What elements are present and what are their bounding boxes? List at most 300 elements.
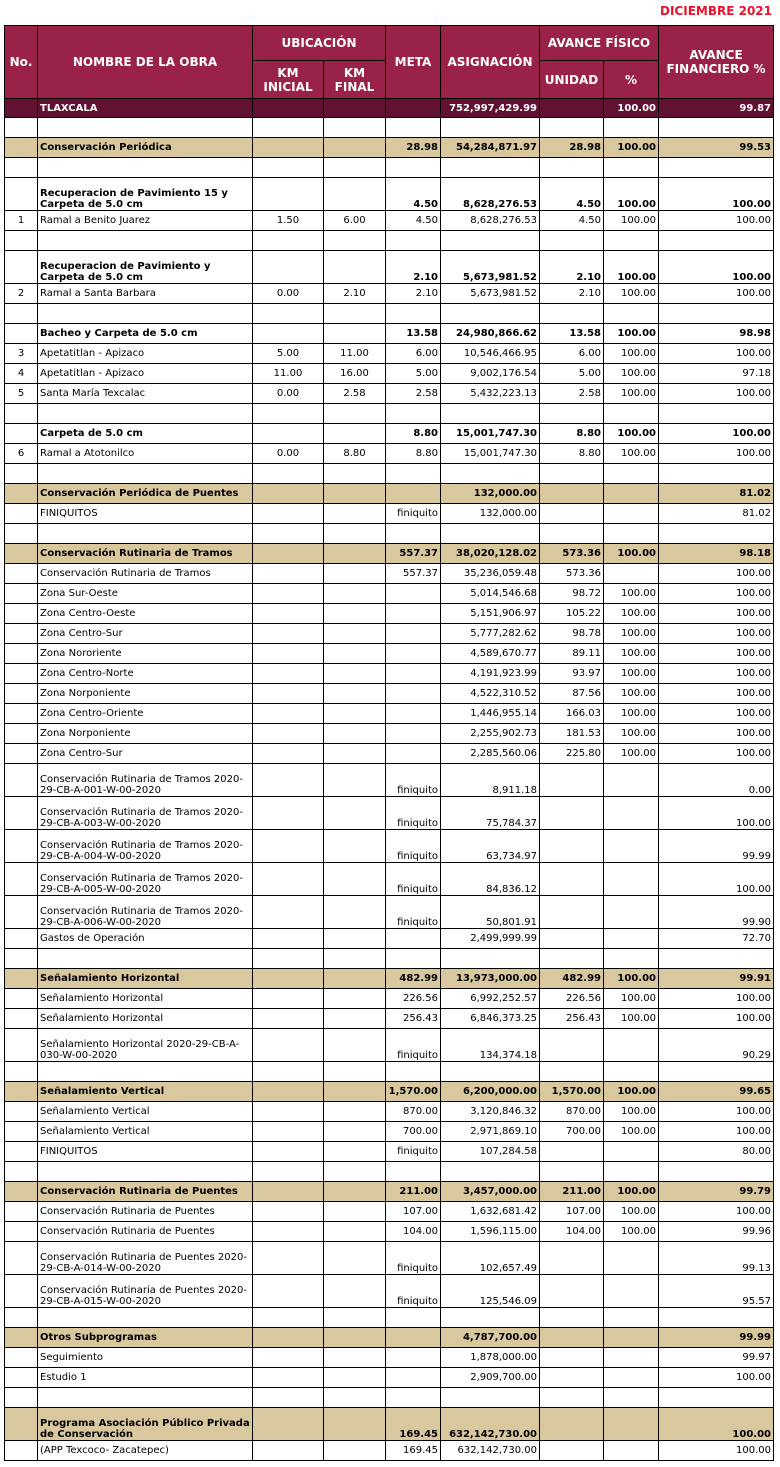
cell-meta xyxy=(386,949,441,969)
cell-meta: 482.99 xyxy=(386,969,441,989)
spacer-row xyxy=(5,158,774,178)
cell-avance-financiero: 99.87 xyxy=(659,99,774,118)
spacer-row xyxy=(5,304,774,324)
table-row xyxy=(5,830,774,863)
cell-asignacion: 5,673,981.52 xyxy=(441,251,540,284)
cell-no xyxy=(5,1308,38,1328)
cell-km-inicial xyxy=(253,644,324,664)
cell-unidad: 6.00 xyxy=(540,344,604,364)
cell-asignacion: 9,002,176.54 xyxy=(441,364,540,384)
cell-meta: 169.45 xyxy=(386,1441,441,1461)
cell-nombre xyxy=(38,949,253,969)
cell-km-final xyxy=(324,896,386,929)
cell-nombre: Bacheo y Carpeta de 5.0 cm xyxy=(38,324,253,344)
cell-no xyxy=(5,1328,38,1348)
section-row xyxy=(5,1182,774,1202)
table-row xyxy=(5,604,774,624)
cell-km-final xyxy=(324,1142,386,1162)
cell-pct xyxy=(604,484,659,504)
cell-meta xyxy=(386,404,441,424)
cell-avance-financiero xyxy=(659,464,774,484)
cell-no xyxy=(5,664,38,684)
cell-no xyxy=(5,1082,38,1102)
cell-unidad xyxy=(540,1275,604,1308)
cell-pct xyxy=(604,1408,659,1441)
cell-asignacion: 632,142,730.00 xyxy=(441,1441,540,1461)
cell-avance-financiero xyxy=(659,949,774,969)
cell-meta xyxy=(386,664,441,684)
cell-asignacion: 125,546.09 xyxy=(441,1275,540,1308)
cell-km-final xyxy=(324,1242,386,1275)
cell-avance-financiero: 80.00 xyxy=(659,1142,774,1162)
report-period: DICIEMBRE 2021 xyxy=(660,4,772,18)
cell-asignacion: 35,236,059.48 xyxy=(441,564,540,584)
cell-no: 4 xyxy=(5,364,38,384)
cell-asignacion: 2,285,560.06 xyxy=(441,744,540,764)
cell-km-inicial xyxy=(253,1222,324,1242)
cell-avance-financiero: 99.53 xyxy=(659,138,774,158)
cell-km-final xyxy=(324,1388,386,1408)
cell-km-final xyxy=(324,830,386,863)
cell-avance-financiero xyxy=(659,404,774,424)
cell-nombre xyxy=(38,304,253,324)
cell-nombre: (APP Texcoco- Zacatepec) xyxy=(38,1441,253,1461)
cell-no xyxy=(5,604,38,624)
cell-no xyxy=(5,99,38,118)
cell-nombre: Conservación Rutinaria de Tramos 2020-29-CB-A-001-W-00-2020 xyxy=(38,764,253,797)
cell-meta xyxy=(386,484,441,504)
table-row xyxy=(5,929,774,949)
cell-km-inicial xyxy=(253,1408,324,1441)
cell-pct: 100.00 xyxy=(604,1222,659,1242)
cell-meta xyxy=(386,1328,441,1348)
cell-asignacion: 10,546,466.95 xyxy=(441,344,540,364)
cell-pct: 100.00 xyxy=(604,684,659,704)
cell-unidad: 2.10 xyxy=(540,251,604,284)
cell-nombre: Señalamiento Horizontal 2020-29-CB-A-030-W-00-2020 xyxy=(38,1029,253,1062)
cell-unidad: 93.97 xyxy=(540,664,604,684)
cell-pct: 100.00 xyxy=(604,544,659,564)
cell-meta: finiquito xyxy=(386,797,441,830)
cell-pct: 100.00 xyxy=(604,704,659,724)
table-row xyxy=(5,251,774,284)
cell-km-inicial xyxy=(253,830,324,863)
cell-avance-financiero xyxy=(659,1162,774,1182)
cell-km-inicial xyxy=(253,1368,324,1388)
cell-km-inicial xyxy=(253,231,324,251)
table-row xyxy=(5,744,774,764)
cell-unidad: 98.78 xyxy=(540,624,604,644)
header-pct: % xyxy=(604,61,659,99)
cell-asignacion xyxy=(441,464,540,484)
cell-km-final xyxy=(324,1368,386,1388)
cell-avance-financiero: 99.91 xyxy=(659,969,774,989)
cell-km-final xyxy=(324,744,386,764)
cell-avance-financiero: 100.00 xyxy=(659,344,774,364)
cell-unidad xyxy=(540,1328,604,1348)
cell-meta xyxy=(386,584,441,604)
cell-meta: 28.98 xyxy=(386,138,441,158)
cell-km-inicial xyxy=(253,704,324,724)
cell-nombre xyxy=(38,1388,253,1408)
cell-nombre: Señalamiento Horizontal xyxy=(38,969,253,989)
cell-pct xyxy=(604,797,659,830)
cell-avance-financiero: 99.97 xyxy=(659,1348,774,1368)
cell-nombre: Otros Subprogramas xyxy=(38,1328,253,1348)
cell-no xyxy=(5,524,38,544)
cell-km-final xyxy=(324,684,386,704)
cell-meta: 2.58 xyxy=(386,384,441,404)
cell-km-inicial xyxy=(253,524,324,544)
cell-meta: 1,570.00 xyxy=(386,1082,441,1102)
cell-unidad: 2.10 xyxy=(540,284,604,304)
cell-pct: 100.00 xyxy=(604,384,659,404)
cell-meta xyxy=(386,231,441,251)
cell-nombre: Zona Centro-Sur xyxy=(38,624,253,644)
cell-unidad: 105.22 xyxy=(540,604,604,624)
cell-asignacion: 84,836.12 xyxy=(441,863,540,896)
table-row xyxy=(5,584,774,604)
cell-no xyxy=(5,1348,38,1368)
cell-no xyxy=(5,231,38,251)
cell-pct xyxy=(604,896,659,929)
cell-meta xyxy=(386,1062,441,1082)
cell-asignacion: 2,909,700.00 xyxy=(441,1368,540,1388)
table-row xyxy=(5,564,774,584)
cell-pct: 100.00 xyxy=(604,969,659,989)
cell-no xyxy=(5,484,38,504)
cell-km-final: 2.58 xyxy=(324,384,386,404)
cell-km-final xyxy=(324,138,386,158)
cell-pct: 100.00 xyxy=(604,584,659,604)
cell-km-final xyxy=(324,1328,386,1348)
cell-no xyxy=(5,744,38,764)
cell-avance-financiero: 100.00 xyxy=(659,584,774,604)
table-row xyxy=(5,664,774,684)
cell-km-final xyxy=(324,644,386,664)
cell-asignacion: 134,374.18 xyxy=(441,1029,540,1062)
cell-unidad: 166.03 xyxy=(540,704,604,724)
cell-unidad: 28.98 xyxy=(540,138,604,158)
cell-km-inicial xyxy=(253,158,324,178)
table-row xyxy=(5,797,774,830)
cell-unidad xyxy=(540,1388,604,1408)
cell-km-inicial xyxy=(253,949,324,969)
cell-unidad: 104.00 xyxy=(540,1222,604,1242)
cell-no xyxy=(5,989,38,1009)
cell-km-inicial: 11.00 xyxy=(253,364,324,384)
cell-avance-financiero: 81.02 xyxy=(659,484,774,504)
cell-nombre: Recuperacion de Pavimiento 15 y Carpeta de 5.0 cm xyxy=(38,178,253,211)
cell-pct: 100.00 xyxy=(604,424,659,444)
cell-nombre xyxy=(38,404,253,424)
table-row xyxy=(5,178,774,211)
cell-km-inicial xyxy=(253,724,324,744)
cell-pct: 100.00 xyxy=(604,724,659,744)
cell-no xyxy=(5,1122,38,1142)
cell-unidad: 4.50 xyxy=(540,211,604,231)
cell-avance-financiero: 99.90 xyxy=(659,896,774,929)
table-row xyxy=(5,284,774,304)
cell-km-inicial xyxy=(253,1009,324,1029)
cell-asignacion: 5,014,546.68 xyxy=(441,584,540,604)
cell-meta: 169.45 xyxy=(386,1408,441,1441)
cell-meta: 8.80 xyxy=(386,444,441,464)
cell-pct xyxy=(604,764,659,797)
cell-km-final xyxy=(324,1202,386,1222)
cell-asignacion xyxy=(441,158,540,178)
cell-pct xyxy=(604,404,659,424)
cell-nombre: Santa María Texcalac xyxy=(38,384,253,404)
cell-nombre: Apetatitlan - Apizaco xyxy=(38,344,253,364)
cell-nombre: Zona Norponiente xyxy=(38,724,253,744)
cell-asignacion: 5,151,906.97 xyxy=(441,604,540,624)
cell-km-final xyxy=(324,1441,386,1461)
cell-avance-financiero: 100.00 xyxy=(659,211,774,231)
cell-no xyxy=(5,1182,38,1202)
cell-asignacion xyxy=(441,1162,540,1182)
cell-nombre xyxy=(38,1308,253,1328)
cell-unidad: 98.72 xyxy=(540,584,604,604)
cell-km-final xyxy=(324,178,386,211)
cell-km-inicial xyxy=(253,1328,324,1348)
cell-unidad xyxy=(540,797,604,830)
cell-km-final xyxy=(324,324,386,344)
cell-asignacion: 8,628,276.53 xyxy=(441,211,540,231)
cell-meta xyxy=(386,1388,441,1408)
cell-avance-financiero: 95.57 xyxy=(659,1275,774,1308)
spacer-row xyxy=(5,118,774,138)
cell-asignacion: 632,142,730.00 xyxy=(441,1408,540,1441)
cell-no xyxy=(5,1222,38,1242)
cell-avance-financiero: 100.00 xyxy=(659,1408,774,1441)
cell-meta xyxy=(386,744,441,764)
table-row xyxy=(5,344,774,364)
cell-km-inicial xyxy=(253,624,324,644)
cell-nombre: Conservación Rutinaria de Puentes 2020-29-CB-A-015-W-00-2020 xyxy=(38,1275,253,1308)
cell-km-final xyxy=(324,1029,386,1062)
cell-km-inicial xyxy=(253,764,324,797)
cell-unidad xyxy=(540,1029,604,1062)
cell-meta xyxy=(386,464,441,484)
header-ubicacion: UBICACIÓN xyxy=(253,26,386,61)
cell-nombre: Recuperacion de Pavimiento y Carpeta de 5.0 cm xyxy=(38,251,253,284)
cell-km-final xyxy=(324,1062,386,1082)
cell-unidad: 8.80 xyxy=(540,444,604,464)
cell-km-final xyxy=(324,1408,386,1441)
cell-meta xyxy=(386,624,441,644)
cell-unidad xyxy=(540,404,604,424)
cell-km-inicial xyxy=(253,178,324,211)
header-nombre: NOMBRE DE LA OBRA xyxy=(38,26,253,99)
cell-no: 6 xyxy=(5,444,38,464)
cell-pct xyxy=(604,564,659,584)
cell-nombre: Apetatitlan - Apizaco xyxy=(38,364,253,384)
cell-km-final xyxy=(324,424,386,444)
cell-km-inicial xyxy=(253,989,324,1009)
cell-km-final xyxy=(324,764,386,797)
cell-pct: 100.00 xyxy=(604,1102,659,1122)
cell-pct: 100.00 xyxy=(604,664,659,684)
cell-avance-financiero: 100.00 xyxy=(659,644,774,664)
cell-avance-financiero: 100.00 xyxy=(659,684,774,704)
cell-pct: 100.00 xyxy=(604,99,659,118)
cell-asignacion xyxy=(441,404,540,424)
cell-meta: finiquito xyxy=(386,1142,441,1162)
cell-avance-financiero: 100.00 xyxy=(659,178,774,211)
cell-avance-financiero: 99.65 xyxy=(659,1082,774,1102)
table-row xyxy=(5,1009,774,1029)
cell-pct xyxy=(604,830,659,863)
cell-nombre: Zona Norponiente xyxy=(38,684,253,704)
cell-no xyxy=(5,138,38,158)
cell-no xyxy=(5,1368,38,1388)
cell-nombre: Ramal a Atotonilco xyxy=(38,444,253,464)
cell-nombre xyxy=(38,524,253,544)
table-row xyxy=(5,211,774,231)
cell-asignacion: 2,971,869.10 xyxy=(441,1122,540,1142)
cell-no xyxy=(5,544,38,564)
cell-no xyxy=(5,724,38,744)
table-row xyxy=(5,704,774,724)
cell-km-final xyxy=(324,1222,386,1242)
cell-pct xyxy=(604,304,659,324)
cell-km-inicial xyxy=(253,1142,324,1162)
cell-km-inicial xyxy=(253,1062,324,1082)
cell-asignacion: 5,673,981.52 xyxy=(441,284,540,304)
cell-km-inicial xyxy=(253,744,324,764)
cell-asignacion: 50,801.91 xyxy=(441,896,540,929)
cell-km-inicial xyxy=(253,564,324,584)
cell-pct xyxy=(604,1029,659,1062)
section-row xyxy=(5,484,774,504)
table-row xyxy=(5,624,774,644)
cell-nombre: Conservación Rutinaria de Tramos xyxy=(38,544,253,564)
cell-km-final xyxy=(324,1009,386,1029)
cell-km-inicial xyxy=(253,863,324,896)
cell-asignacion: 4,589,670.77 xyxy=(441,644,540,664)
cell-nombre: Seguimiento xyxy=(38,1348,253,1368)
cell-asignacion: 6,846,373.25 xyxy=(441,1009,540,1029)
table-row xyxy=(5,1102,774,1122)
cell-no xyxy=(5,684,38,704)
cell-km-inicial xyxy=(253,424,324,444)
cell-avance-financiero: 100.00 xyxy=(659,384,774,404)
cell-avance-financiero xyxy=(659,1388,774,1408)
cell-avance-financiero: 97.18 xyxy=(659,364,774,384)
cell-km-final: 16.00 xyxy=(324,364,386,384)
cell-nombre: Zona Centro-Sur xyxy=(38,744,253,764)
cell-avance-financiero: 100.00 xyxy=(659,1441,774,1461)
cell-pct: 100.00 xyxy=(604,284,659,304)
cell-avance-financiero: 100.00 xyxy=(659,284,774,304)
cell-unidad: 226.56 xyxy=(540,989,604,1009)
cell-no xyxy=(5,1275,38,1308)
cell-no xyxy=(5,404,38,424)
cell-meta: finiquito xyxy=(386,504,441,524)
cell-km-final xyxy=(324,1348,386,1368)
cell-nombre: Conservación Rutinaria de Tramos 2020-29-CB-A-003-W-00-2020 xyxy=(38,797,253,830)
cell-no: 2 xyxy=(5,284,38,304)
cell-pct: 100.00 xyxy=(604,624,659,644)
cell-unidad xyxy=(540,99,604,118)
cell-nombre: Conservación Rutinaria de Puentes xyxy=(38,1182,253,1202)
cell-meta: 226.56 xyxy=(386,989,441,1009)
cell-unidad xyxy=(540,484,604,504)
cell-unidad: 8.80 xyxy=(540,424,604,444)
cell-asignacion: 8,911.18 xyxy=(441,764,540,797)
table-row xyxy=(5,896,774,929)
cell-nombre: FINIQUITOS xyxy=(38,504,253,524)
cell-meta: 5.00 xyxy=(386,364,441,384)
cell-unidad xyxy=(540,1348,604,1368)
table-row xyxy=(5,1122,774,1142)
cell-no xyxy=(5,1242,38,1275)
cell-avance-financiero: 99.13 xyxy=(659,1242,774,1275)
cell-pct: 100.00 xyxy=(604,324,659,344)
cell-unidad xyxy=(540,896,604,929)
cell-avance-financiero: 99.99 xyxy=(659,830,774,863)
cell-unidad: 700.00 xyxy=(540,1122,604,1142)
table-row xyxy=(5,1029,774,1062)
cell-unidad xyxy=(540,1308,604,1328)
cell-pct: 100.00 xyxy=(604,251,659,284)
table-row xyxy=(5,1142,774,1162)
cell-avance-financiero: 100.00 xyxy=(659,1368,774,1388)
cell-unidad: 4.50 xyxy=(540,178,604,211)
cell-avance-financiero: 100.00 xyxy=(659,251,774,284)
cell-no xyxy=(5,178,38,211)
cell-nombre: Señalamiento Vertical xyxy=(38,1122,253,1142)
cell-unidad xyxy=(540,929,604,949)
spacer-row xyxy=(5,404,774,424)
cell-km-inicial xyxy=(253,1082,324,1102)
table-row xyxy=(5,1275,774,1308)
table-row xyxy=(5,989,774,1009)
cell-asignacion: 24,980,866.62 xyxy=(441,324,540,344)
cell-meta: 4.50 xyxy=(386,178,441,211)
cell-km-inicial xyxy=(253,1029,324,1062)
cell-unidad: 573.36 xyxy=(540,564,604,584)
cell-meta xyxy=(386,524,441,544)
cell-nombre: Carpeta de 5.0 cm xyxy=(38,424,253,444)
cell-meta: finiquito xyxy=(386,1275,441,1308)
cell-no xyxy=(5,1408,38,1441)
cell-pct: 100.00 xyxy=(604,1122,659,1142)
cell-no xyxy=(5,704,38,724)
cell-unidad: 89.11 xyxy=(540,644,604,664)
table-row xyxy=(5,863,774,896)
cell-no xyxy=(5,464,38,484)
cell-meta: 2.10 xyxy=(386,251,441,284)
table-row xyxy=(5,684,774,704)
cell-km-inicial: 1.50 xyxy=(253,211,324,231)
table-row xyxy=(5,1368,774,1388)
cell-km-final xyxy=(324,99,386,118)
section-row xyxy=(5,1082,774,1102)
cell-meta: 13.58 xyxy=(386,324,441,344)
cell-asignacion: 13,973,000.00 xyxy=(441,969,540,989)
cell-pct: 100.00 xyxy=(604,344,659,364)
section-row xyxy=(5,1408,774,1441)
cell-km-inicial xyxy=(253,584,324,604)
cell-km-final: 2.10 xyxy=(324,284,386,304)
cell-unidad: 573.36 xyxy=(540,544,604,564)
cell-avance-financiero: 100.00 xyxy=(659,664,774,684)
cell-meta xyxy=(386,1368,441,1388)
cell-pct xyxy=(604,118,659,138)
cell-km-final: 6.00 xyxy=(324,211,386,231)
